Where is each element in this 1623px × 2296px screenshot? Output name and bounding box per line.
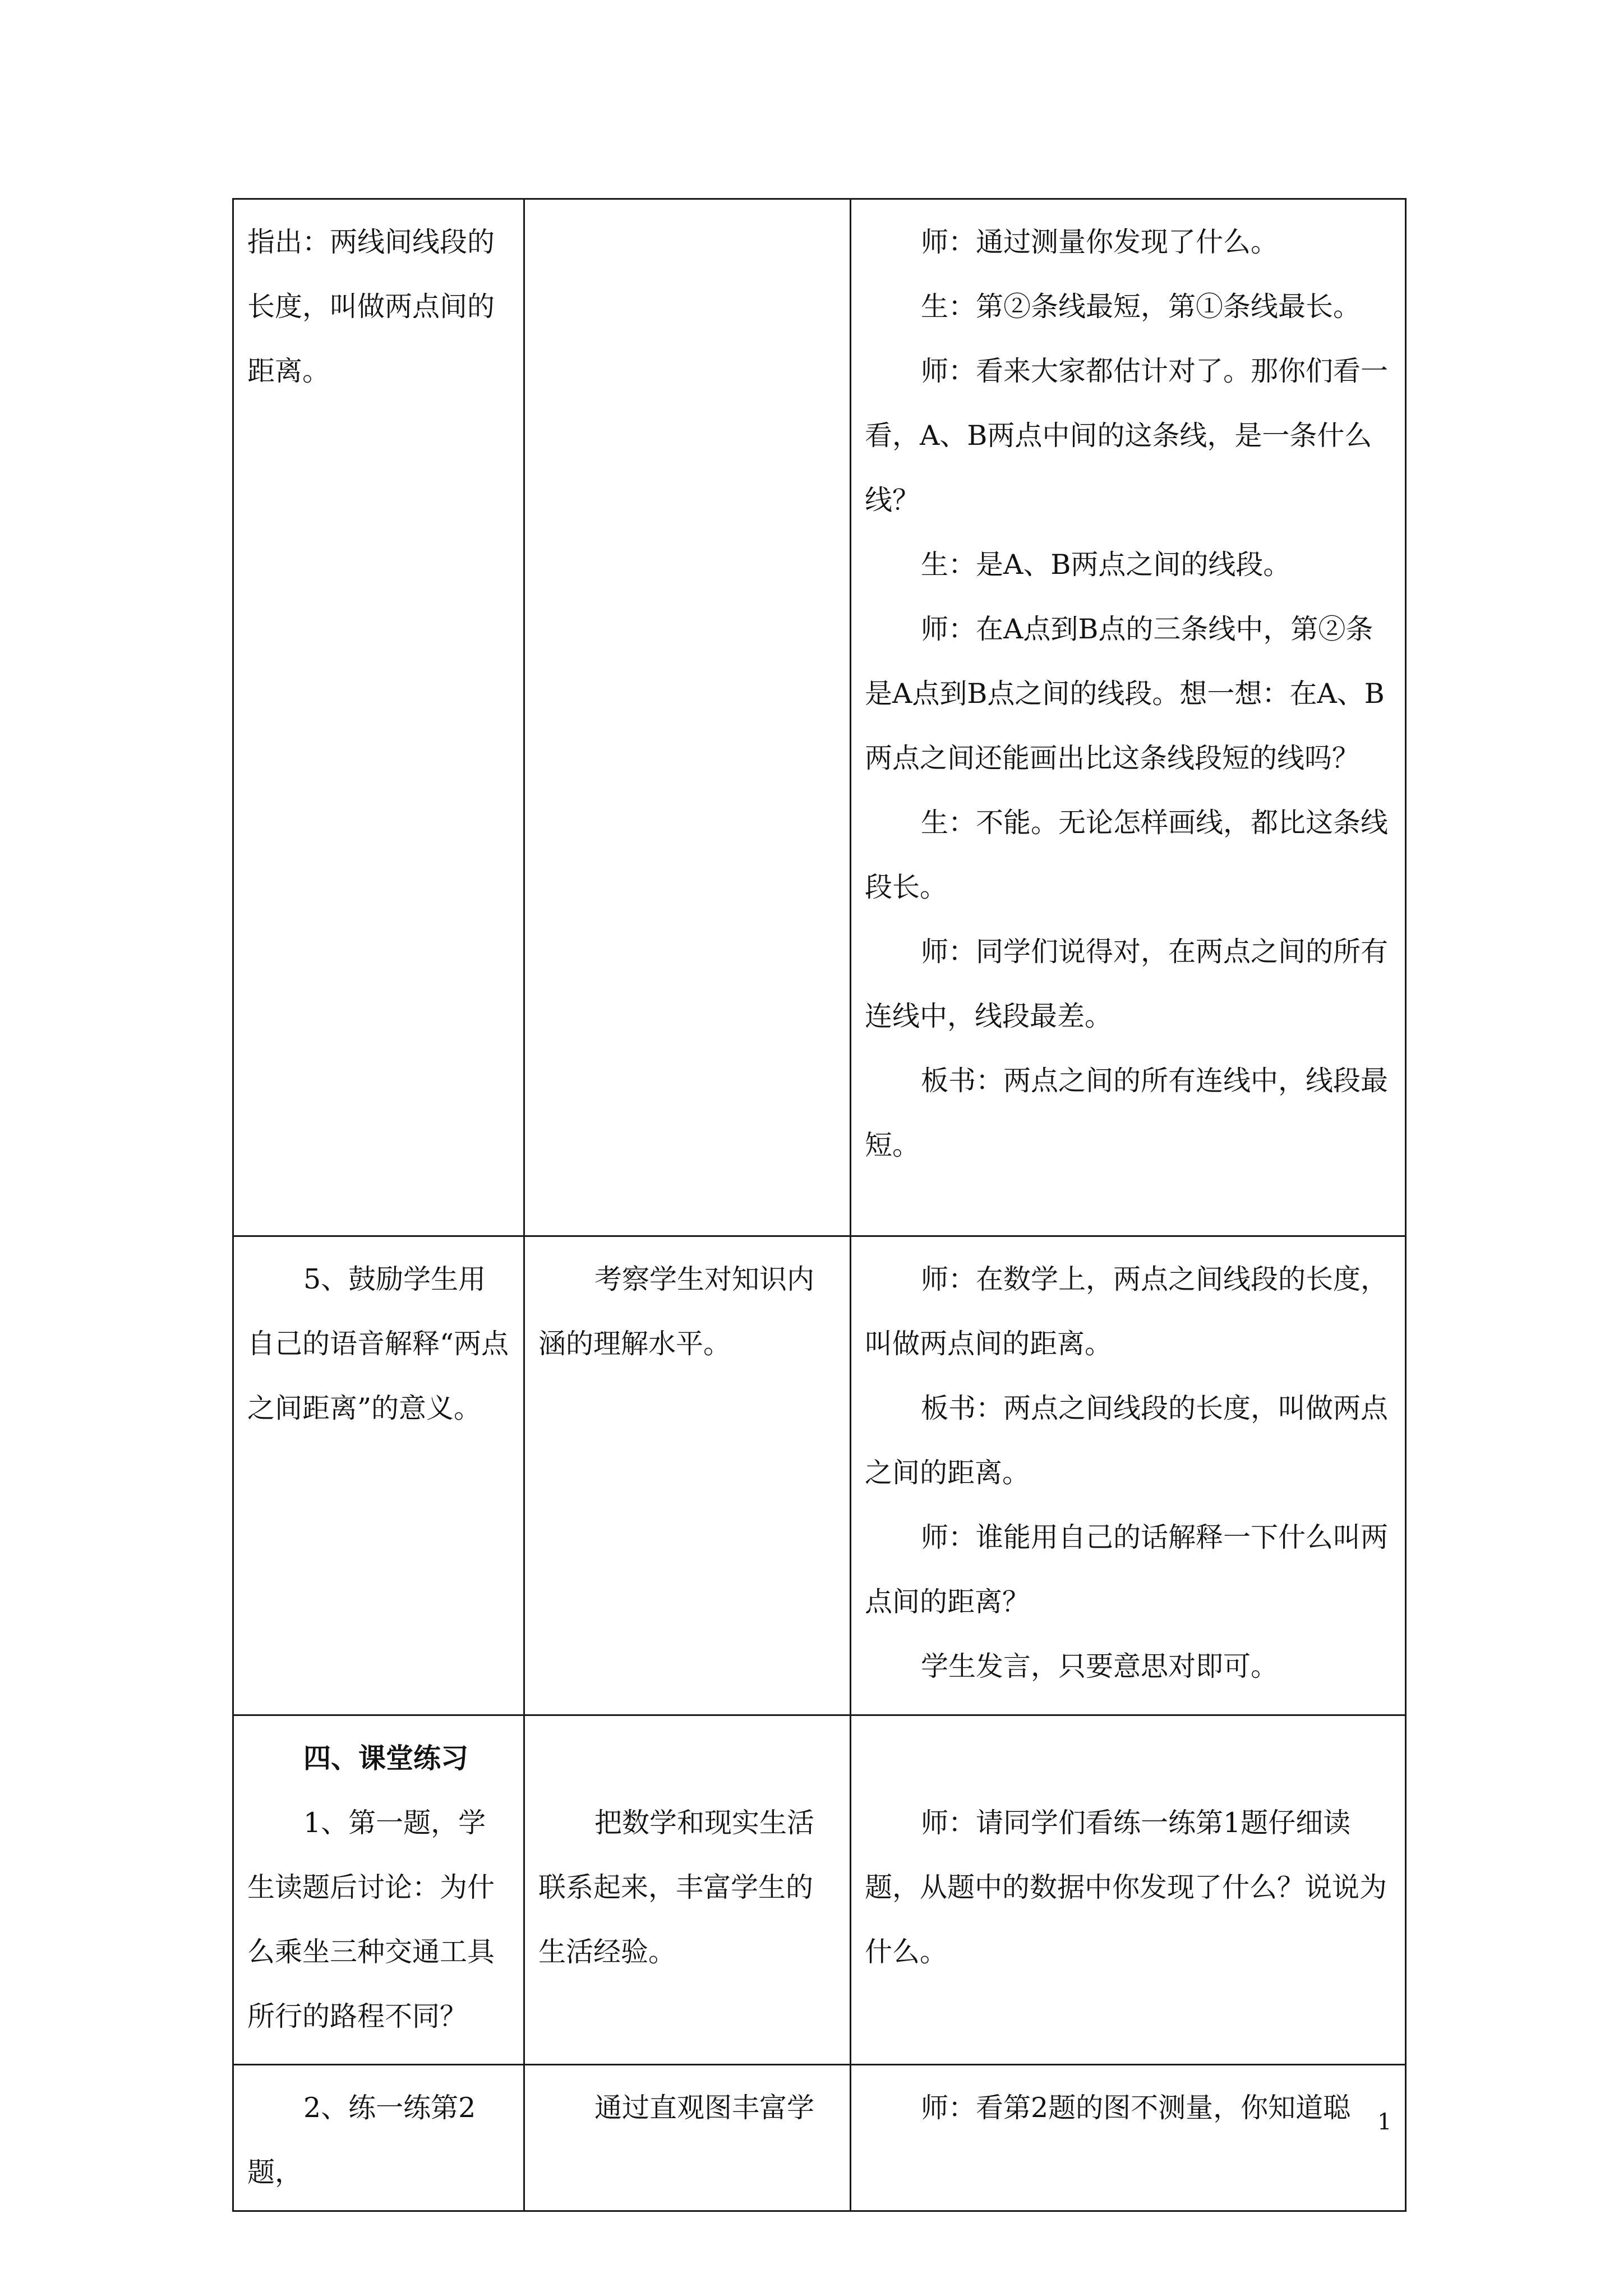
dialogue-line: 生：第②条线最短，第①条线最长。 [921,291,1361,323]
activity-cell [233,1236,524,1715]
dialogue-line: 学生发言，只要意思对即可。 [921,1650,1279,1682]
table-row [233,1236,1406,1715]
lesson-plan-table [232,198,1407,2212]
dialogue-line: 师：同学们说得对，在两点之间的所有连线中，线段最差。 [865,936,1389,1032]
dialogue-line: 生：是A、B两点之间的线段。 [921,549,1291,581]
page-number: 1 [1377,2109,1392,2135]
activity-text: 2、练一练第2题， [247,2092,476,2188]
activity-cell [233,1715,524,2065]
dialogue-line: 师：看来大家都估计对了。那你们看一看，A、B两点中间的这条线，是一条什么线？ [865,355,1389,516]
table-row [233,2065,1406,2211]
intent-cell [524,199,851,1236]
spacer [538,1726,836,1791]
intent-cell [524,2065,851,2211]
dialogue-line: 师：通过测量你发现了什么。 [921,226,1279,258]
dialogue-line: 师：在数学上，两点之间线段的长度，叫做两点间的距离。 [865,1263,1389,1360]
dialogue-cell [851,2065,1406,2211]
table-row [233,199,1406,1236]
table-row [233,1715,1406,2065]
dialogue-cell [851,199,1406,1236]
activity-text: 指出：两线间线段的长度，叫做两点间的距离。 [247,226,495,387]
section-heading: 四、课堂练习 [303,1742,469,1774]
dialogue-line: 师：谁能用自己的话解释一下什么叫两点间的距离？ [865,1521,1389,1618]
dialogue-line: 板书：两点之间线段的长度，叫做两点之间的距离。 [865,1392,1389,1489]
dialogue-line: 师：看第2题的图不测量，你知道聪 [921,2092,1351,2124]
spacer [865,1726,1391,1791]
dialogue-line: 师：在A点到B点的三条线中，第②条是A点到B点之间的线段。想一想：在A、B两点之间还能画出比这条线段短的线吗？ [865,613,1385,774]
intent-cell [524,1715,851,2065]
intent-text: 把数学和现实生活联系起来，丰富学生的生活经验。 [538,1807,815,1968]
dialogue-cell [851,1236,1406,1715]
activity-text: 1、第一题，学生读题后讨论：为什么乘坐三种交通工具所行的路程不同？ [247,1807,495,2032]
activity-text: 5、鼓励学生用自己的语音解释“两点之间距离”的意义。 [247,1263,509,1424]
activity-cell [233,2065,524,2211]
intent-text: 考察学生对知识内涵的理解水平。 [538,1263,815,1360]
intent-text: 通过直观图丰富学 [594,2092,815,2124]
intent-cell [524,1236,851,1715]
dialogue-line: 师：请同学们看练一练第1题仔细读题，从题中的数据中你发现了什么？说说为什么。 [865,1807,1387,1968]
dialogue-line: 板书：两点之间的所有连线中，线段最短。 [865,1065,1389,1161]
dialogue-line: 生：不能。无论怎样画线，都比这条线段长。 [865,807,1389,903]
dialogue-cell [851,1715,1406,2065]
activity-cell [233,199,524,1236]
